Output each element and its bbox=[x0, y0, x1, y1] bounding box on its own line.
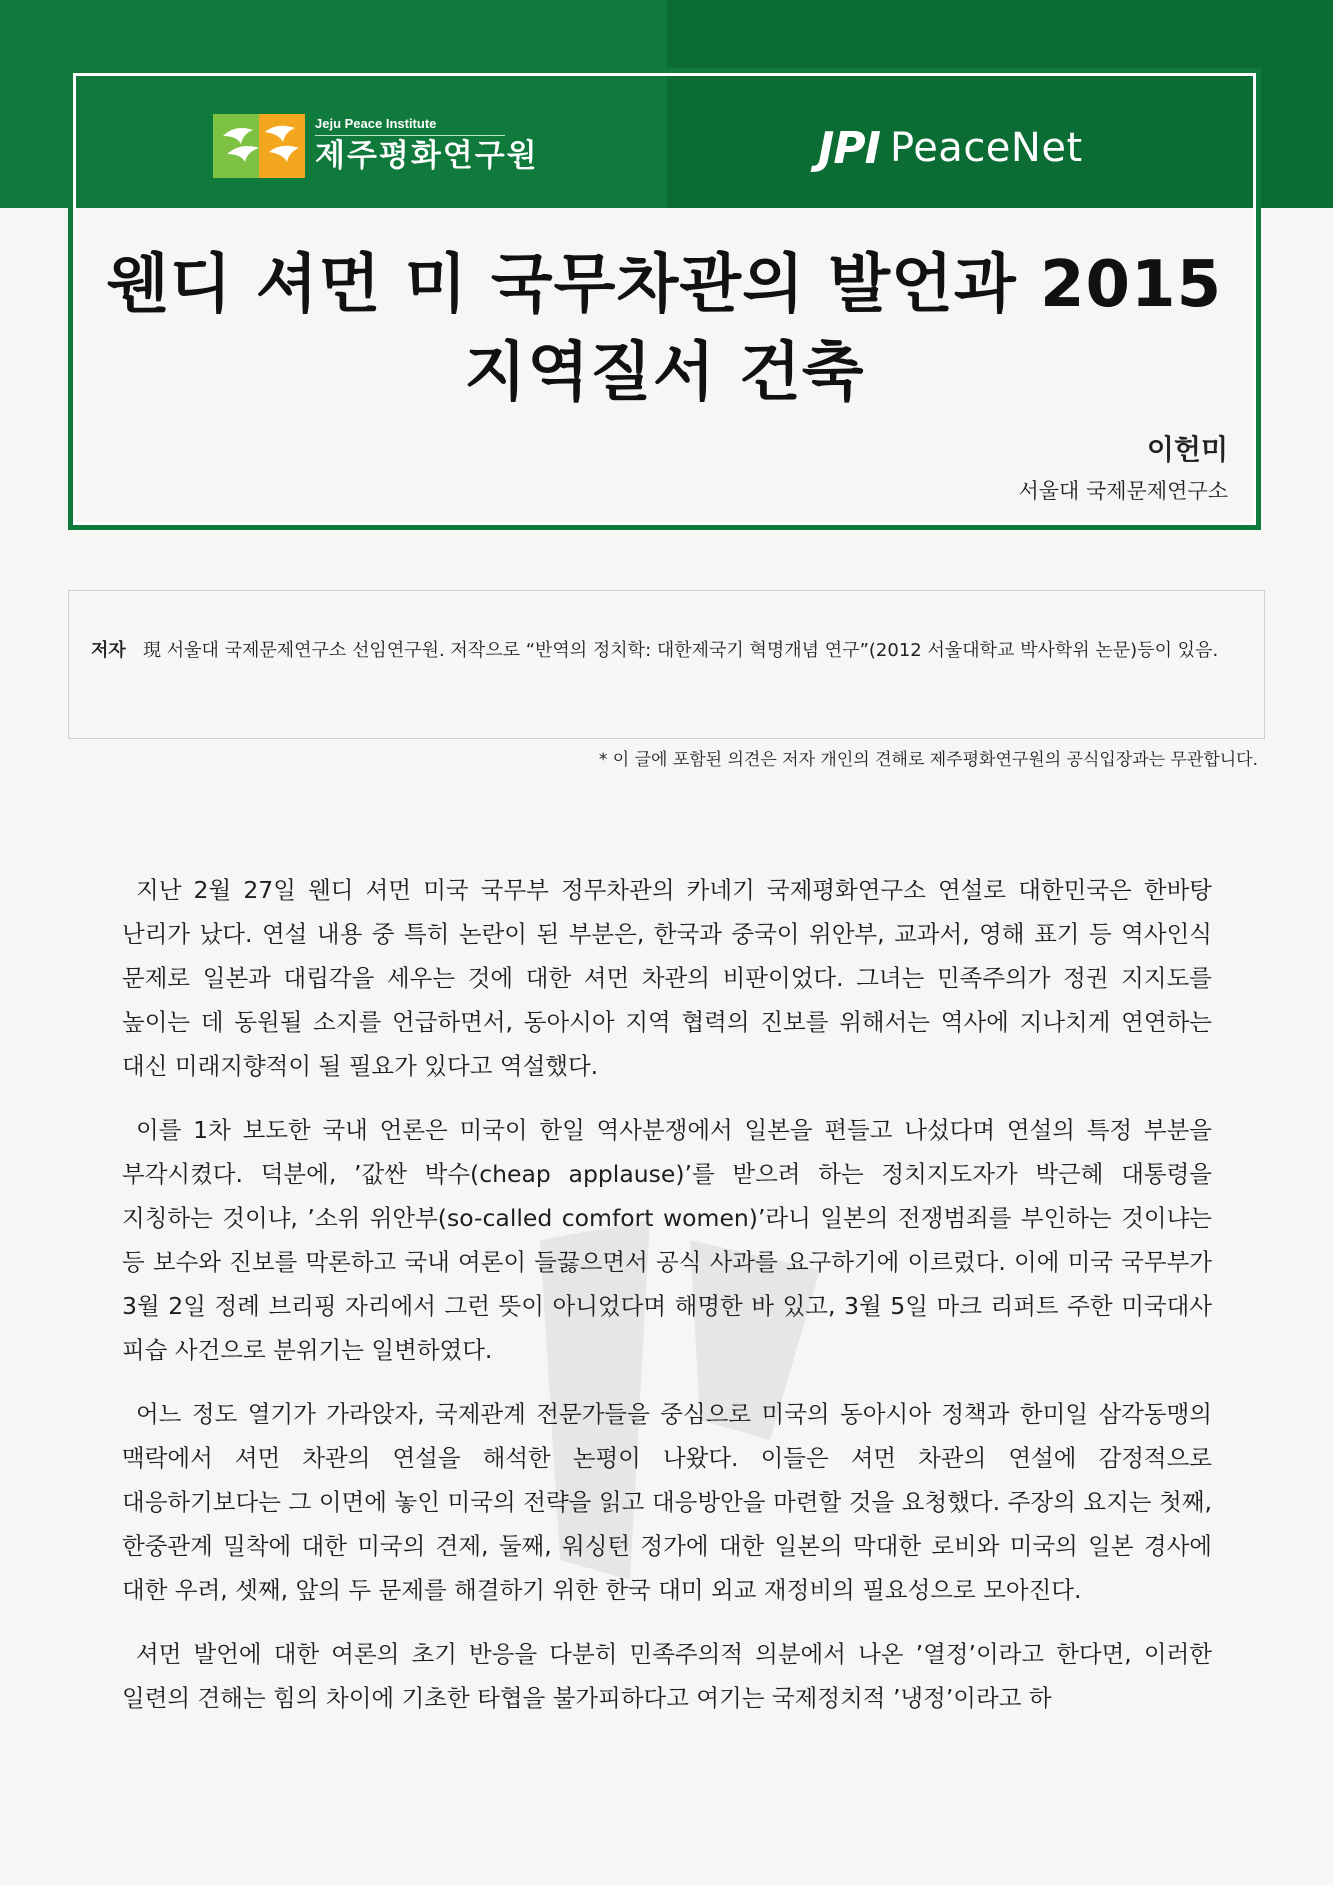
paragraph-2: 이를 1차 보도한 국내 언론은 미국이 한일 역사분쟁에서 일본을 편들고 나섰다며 연설의 특정 부분을 부각시켰다. 덕분에, ’값싼 박수(cheap applause)’를 받으려 하는 정치지도자가 박근혜 대통령을 지칭하는 것이냐, ’소위 위안부(so-called comfort women)’라니 일본의 전쟁범죄를 부인하는 것이냐는 등 보수와 진보를 막론하고 국내 여론이 들끓으면서 공식 사과를 요구하기에 이르렀다. 이에 미국 국무부가 3월 2일 정례 브리핑 자리에서 그런 뜻이 아니었다며 해명한 바 있고, 3월 5일 마크 리퍼트 주한 미국대사 피습 사건으로 분위기는 일변하였다. bbox=[122, 1116, 1212, 1364]
institute-name bbox=[315, 116, 539, 176]
paragraph-3: 어느 정도 열기가 가라앉자, 국제관계 전문가들을 중심으로 미국의 동아시아 정책과 한미일 삼각동맹의 맥락에서 셔먼 차관의 연설을 해석한 논평이 나왔다. 이들은 셔먼 차관의 연설에 감정적으로 대응하기보다는 그 이면에 놓인 미국의 전략을 읽고 대응방안을 마련할 것을 요청했다. 주장의 요지는 첫째, 한중관계 밀착에 대한 미국의 견제, 둘째, 워싱턴 정가에 대한 일본의 막대한 로비와 미국의 일본 경사에 대한 우려, 셋째, 앞의 두 문제를 해결하기 위한 한국 대미 외교 재정비의 필요성으로 모아진다. bbox=[122, 1400, 1212, 1604]
header-strip bbox=[73, 73, 1256, 208]
institute-name-ko: 제주평화연구원 bbox=[315, 138, 539, 174]
author-affiliation: 서울대 국제문제연구소 bbox=[1018, 479, 1228, 503]
bird-logo-icon bbox=[213, 114, 305, 178]
peacenet-logo[interactable] bbox=[818, 118, 1083, 178]
peacenet-word: PeaceNet bbox=[890, 125, 1083, 171]
title-frame bbox=[68, 68, 1261, 530]
disclaimer: * 이 글에 포함된 의견은 저자 개인의 견해로 제주평화연구원의 공식입장과는 무관합니다. bbox=[598, 750, 1258, 770]
paragraph-4: 셔먼 발언에 대한 여론의 초기 반응을 다분히 민족주의적 의분에서 나온 ’열정’이라고 한다면, 이러한 일련의 견해는 힘의 차이에 기초한 타협을 불가피하다고 여기는 국제정치적 ’냉정’이라고 하 bbox=[122, 1640, 1212, 1712]
bio-text: 現 서울대 국제문제연구소 선임연구원. 저작으로 “반역의 정치학: 대한제국기 혁명개념 연구”(2012 서울대학교 박사학위 논문)등이 있음. bbox=[143, 640, 1219, 661]
author-bio bbox=[91, 636, 1293, 665]
title-line-1: 웬디 셔먼 미 국무차관의 발언과 2015 bbox=[106, 248, 1223, 322]
institute-name-en: Jeju Peace Institute bbox=[315, 116, 505, 136]
article-body bbox=[122, 868, 1212, 1740]
jpi-mark: JPI bbox=[818, 122, 880, 174]
paragraph-1: 지난 2월 27일 웬디 셔먼 미국 국무부 정무차관의 카네기 국제평화연구소 연설로 대한민국은 한바탕 난리가 났다. 연설 내용 중 특히 논란이 된 부분은, 한국과 중국이 위안부, 교과서, 영해 표기 등 역사인식 문제로 일본과 대립각을 세우는 것에 대한 셔먼 차관의 비판이었다. 그녀는 민족주의가 정권 지지도를 높이는 데 동원될 소지를 언급하면서, 동아시아 지역 협력의 진보를 위해서는 역사에 지나치게 연연하는 대신 미래지향적이 될 필요가 있다고 역설했다. bbox=[122, 876, 1212, 1080]
institute-logo[interactable] bbox=[213, 111, 539, 181]
title-line-2: 지역질서 건축 bbox=[464, 336, 865, 410]
bio-label: 저자 bbox=[91, 640, 126, 661]
page-title bbox=[73, 241, 1256, 417]
author-name: 이헌미 bbox=[1146, 433, 1228, 466]
author-bio-box bbox=[68, 590, 1265, 739]
